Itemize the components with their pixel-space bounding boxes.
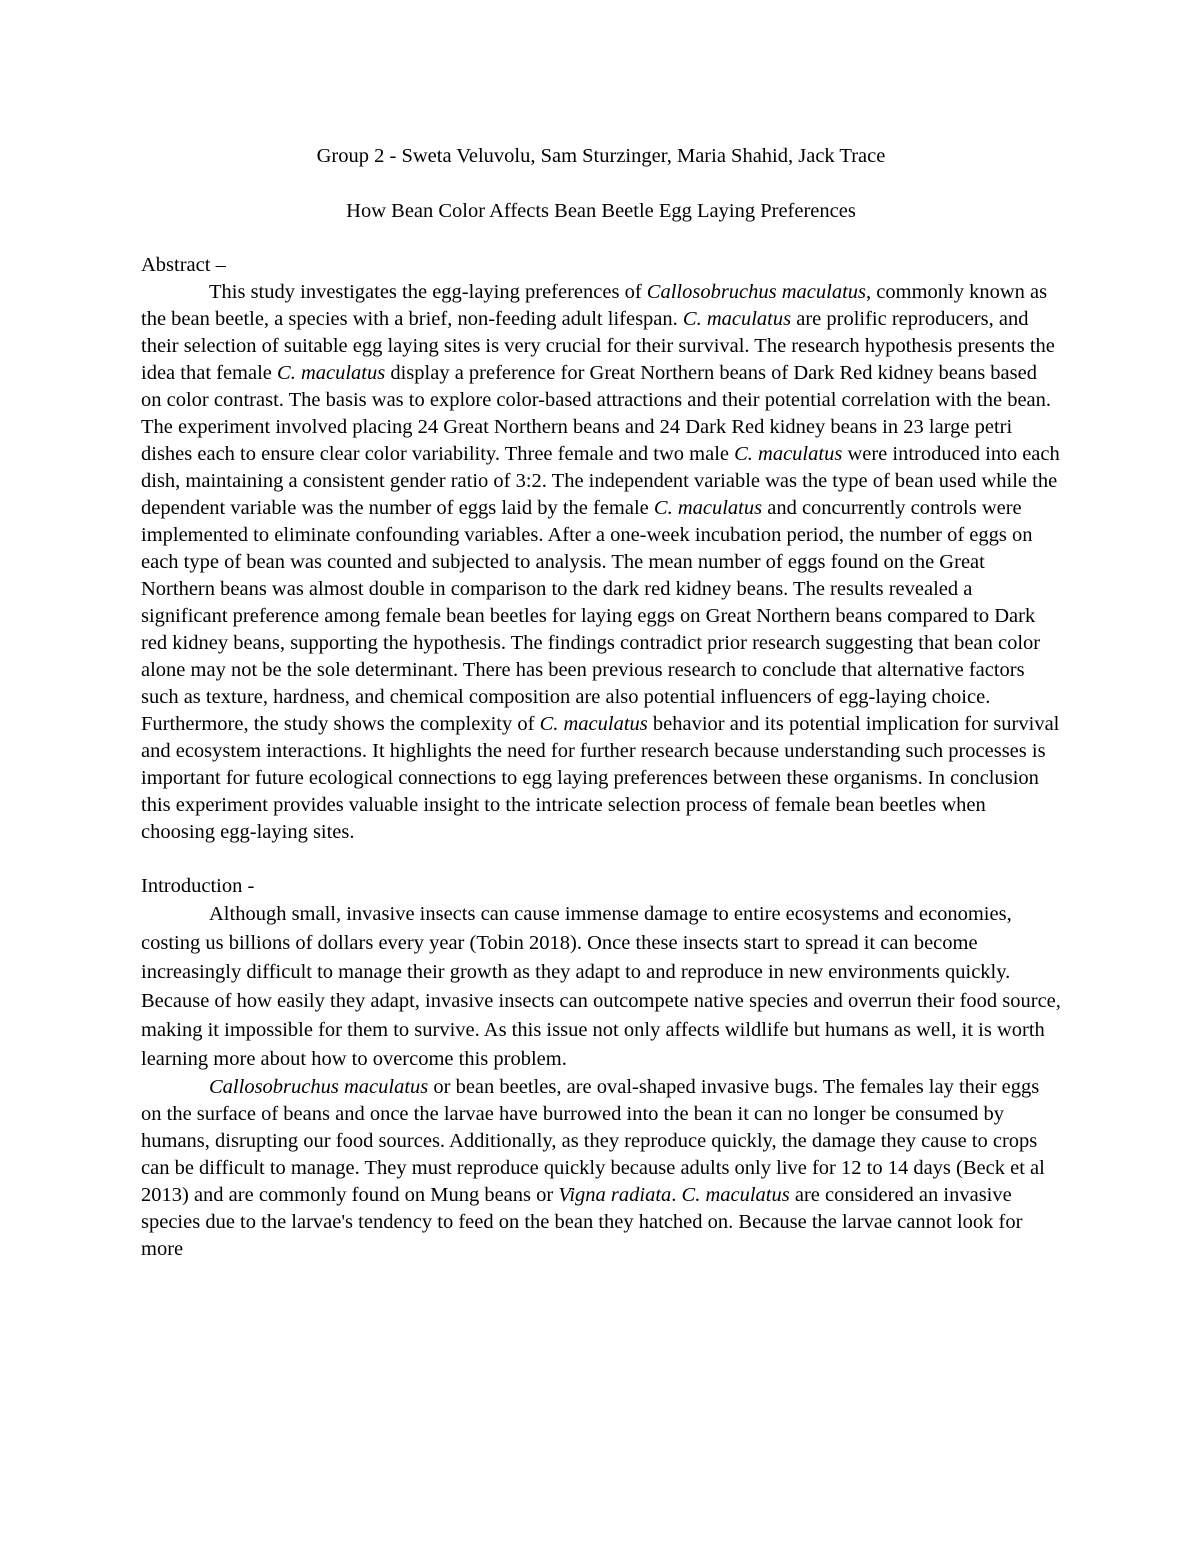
- species-name: Callosobruchus maculatus: [646, 281, 867, 303]
- abstract-text: This study investigates the egg-laying preferences of: [209, 281, 647, 303]
- abstract-text: were introduced into each dish, maintaining a consistent gender ratio of 3:2. The independent variable was the type of bean used while the dependent variable was the number of eggs laid by the female: [141, 443, 1060, 519]
- species-name: C. maculatus: [681, 1184, 790, 1206]
- species-name: Vigna radiata: [558, 1184, 672, 1206]
- page-content: [141, 143, 1061, 1263]
- abstract-text: , commonly known as the bean beetle, a species with a brief, non-feeding adult lifespan.: [141, 281, 1048, 330]
- species-name: Callosobruchus maculatus: [209, 1076, 429, 1098]
- abstract-text: behavior and its potential implication for survival and ecosystem interactions. It highlights the need for further research because understanding such processes is important for future ecological connections to egg laying preferences between these organisms. In conclusion this experiment provides valuable insight to the intricate selection process of female bean beetles when choosing egg-laying sites.: [141, 713, 1060, 843]
- abstract-heading: Abstract –: [141, 254, 226, 276]
- paper-title: How Bean Color Affects Bean Beetle Egg Laying Preferences: [346, 200, 856, 222]
- abstract-text: and concurrently controls were implemented to eliminate confounding variables. After a one-week incubation period, the number of eggs on each type of bean was counted and subjected to analysis. The mean number of eggs found on the Great Northern beans was almost double in comparison to the dark red kidney beans. The results revealed a significant preference among female bean beetles for laying eggs on Great Northern beans compared to Dark red kidney beans, supporting the hypothesis. The findings contradict prior research suggesting that bean color alone may not be the sole determinant. There has been previous research to conclude that alternative factors such as texture, hardness, and chemical composition are also potential influencers of egg-laying choice. Furthermore, the study shows the complexity of: [141, 497, 1041, 735]
- species-name: C. maculatus: [277, 362, 386, 384]
- intro-text: or bean beetles, are oval-shaped invasive bugs. The females lay their eggs on the surface of beans and once the larvae have burrowed into the bean it can no longer be consumed by humans, disrupting our food sources. Additionally, as they reproduce quickly, the damage they cause to crops can be difficult to manage. They must reproduce quickly because adults only live for 12 to 14 days (Beck et al 2013) and are commonly found on Mung beans or: [141, 1076, 1045, 1206]
- abstract-paragraph: [141, 279, 1061, 846]
- introduction-heading: Introduction -: [141, 875, 255, 897]
- intro-text: .: [671, 1184, 682, 1206]
- intro-text: are considered an invasive species due to the larvae's tendency to feed on the bean they hatched on. Because the larvae cannot look for more: [141, 1184, 1023, 1260]
- abstract-text: display a preference for Great Northern beans of Dark Red kidney beans based on color contrast. The basis was to explore color-based attractions and their potential correlation with the bean. The experiment involved placing 24 Great Northern beans and 24 Dark Red kidney beans in 23 large petri dishes each to ensure clear color variability. Three female and two male: [141, 362, 1052, 465]
- author-line: Group 2 - Sweta Veluvolu, Sam Sturzinger, Maria Shahid, Jack Trace: [316, 145, 886, 167]
- introduction-paragraph-2: [141, 1074, 1061, 1263]
- species-name: C. maculatus: [734, 443, 843, 465]
- species-name: C. maculatus: [653, 497, 763, 519]
- species-name: C. maculatus: [539, 713, 648, 735]
- introduction-paragraph-1: Although small, invasive insects can cause immense damage to entire ecosystems and economies, costing us billions of dollars every year (Tobin 2018). Once these insects start to spread it can become increasingly difficult to manage their growth as they adapt to and reproduce in new environments quickly. Because of how easily they adapt, invasive insects can outcompete native species and overrun their food source, making it impossible for them to survive. As this issue not only affects wildlife but humans as well, it is worth learning more about how to overcome this problem.: [141, 903, 1061, 1070]
- species-name: C. maculatus: [682, 308, 792, 330]
- abstract-text: are prolific reproducers, and their selection of suitable egg laying sites is very crucial for their survival. The research hypothesis presents the idea that female: [141, 308, 1055, 384]
